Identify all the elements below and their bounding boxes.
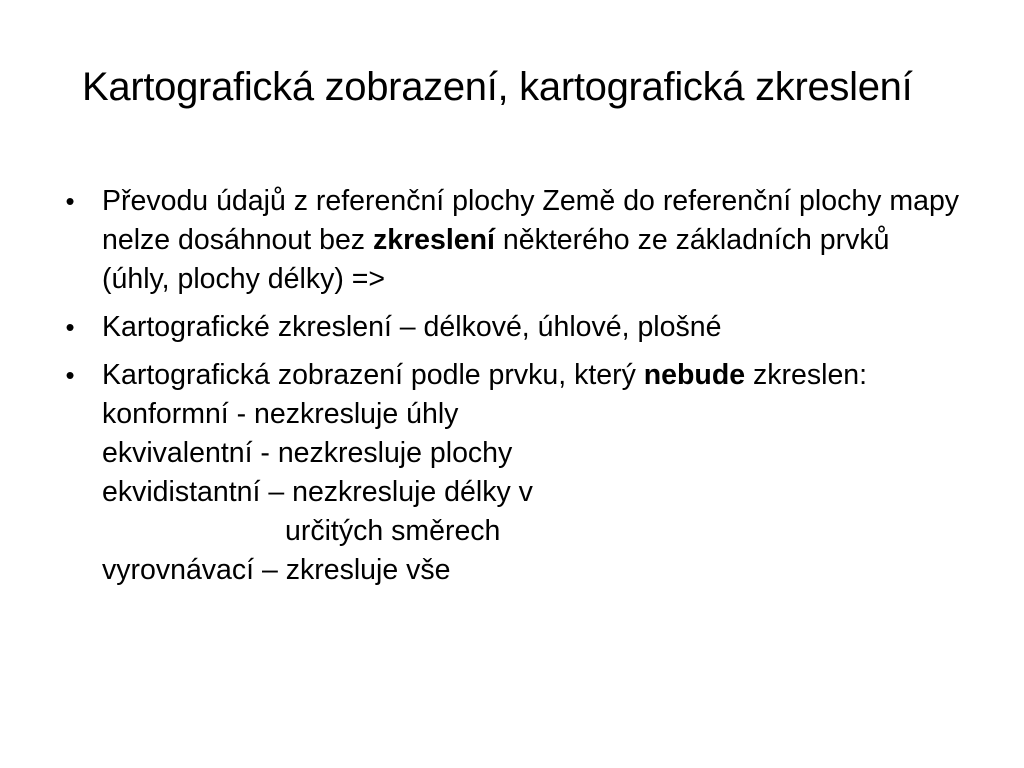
- projection-type-conformal: konformní - nezkresluje úhly: [102, 398, 459, 430]
- bullet-1-bold-term: zkreslení: [372, 224, 495, 256]
- projection-type-equidistant: ekvidistantní – nezkresluje délky v: [102, 476, 533, 508]
- bullet-3-text-end: zkreslen:: [745, 359, 868, 391]
- bullet-item-1: [60, 182, 960, 299]
- bullet-list: [60, 182, 960, 599]
- bullet-dot-icon: •: [65, 186, 75, 216]
- projection-type-compromise: vyrovnávací – zkresluje vše: [102, 554, 451, 586]
- bullet-1-text-start: Převodu údajů z referenční plochy Země do referenční plochy mapy nelze dosáhnout bez: [102, 185, 960, 256]
- bullet-text-3: [102, 359, 867, 391]
- bullet-text-2: Kartografické zkreslení – délkové, úhlové, plošné: [102, 311, 722, 343]
- slide-title: Kartografická zobrazení, kartografická zkreslení: [82, 65, 913, 109]
- projection-type-equivalent: ekvivalentní - nezkresluje plochy: [102, 437, 513, 469]
- bullet-item-3: [60, 356, 960, 590]
- bullet-3-text-start: Kartografická zobrazení podle prvku, který: [102, 359, 644, 391]
- bullet-text-1: [102, 185, 959, 295]
- bullet-1-text-end: některého ze základních prvků (úhly, plochy délky) =>: [102, 224, 890, 295]
- bullet-item-2: [60, 308, 960, 347]
- projection-type-equidistant-continuation: určitých směrech: [285, 515, 501, 547]
- bullet-3-bold-term: nebude: [643, 359, 746, 391]
- bullet-dot-icon: •: [65, 360, 75, 390]
- bullet-dot-icon: •: [65, 312, 75, 342]
